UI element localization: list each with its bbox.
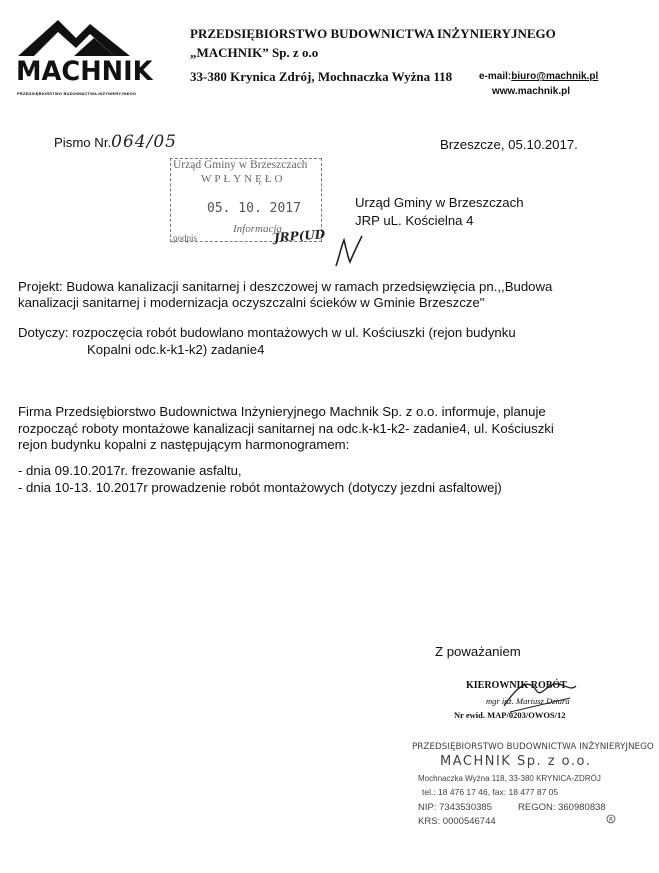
company-address: 33-380 Krynica Zdrój, Mochnaczka Wyżna 118 [190,69,453,84]
letter-number [54,134,177,151]
stamp-status: WPŁYNĘŁO [201,173,286,185]
closing-text: Z poważaniem [435,644,521,659]
project-line2: kanalizacji sanitarnej i modernizacja oczyszczalni ścieków w Gminie Brzeszcze" [18,295,485,310]
recipient-line2: JRP uL. Kościelna 4 [355,213,474,228]
email-link[interactable]: biuro@machnik.pl [511,71,599,82]
company-logo [14,16,164,100]
manager-signature-icon [500,676,580,716]
stamp-sign-label: podpis [173,233,198,243]
manager-stamp [440,680,590,726]
stamp-company-nip: NIP: 7343530385 [418,802,492,813]
letter-number-value: 064/05 [111,132,177,152]
body-line2: rozpocząć roboty montażowe kanalizacji sanitarnej na odc.k-k1-k2- zadanie4, ul. Kościuszki [18,421,554,436]
stamp-company-regon: REGON: 360980838 [518,802,606,813]
body-line3: rejon budynku kopalni z następującym harmonogramem: [18,437,350,452]
company-website[interactable]: www.machnik.pl [492,86,570,97]
manager-name: mgr inż. Mariusz Dziura [486,696,570,706]
email-label: e-mail: [479,71,512,82]
registered-mark-icon [606,814,616,824]
logo-subtext: PRZEDSIĘBIORSTWO BUDOWNICTWA INŻYNIERYJNEGO [17,91,137,96]
concerns-line2: Kopalni odc.k-k1-k2) zadanie4 [87,342,265,357]
company-email [479,71,598,82]
mountains-logo-icon [14,16,164,58]
stamp-company-line3: Mochnaczka Wyżna 118, 33-380 KRYNICA-ZDRÓJ [418,774,601,783]
stamp-company-krs: KRS: 0000546744 [418,816,496,827]
project-line1: Projekt: Budowa kanalizacji sanitarnej i deszczowej w ramach przedsięwzięcia pn.,,Budowa [18,279,553,294]
schedule-item-2: - dnia 10-13. 10.2017r prowadzenie robót montażowych (dotyczy jezdni asfaltowej) [18,480,502,495]
manager-license: Nr ewid. MAP/0203/OWOS/12 [454,710,566,720]
stamp-company-line4: tel.: 18 476 17 46, fax: 18 477 87 05 [422,787,559,797]
company-name-line2: „MACHNIK” Sp. z o.o [190,45,319,60]
stamp-company-line1: PRZEDSIĘBIORSTWO BUDOWNICTWA INŻYNIERYJNEGO [412,742,654,752]
company-stamp [412,742,654,837]
place-and-date: Brzeszcze, 05.10.2017. [440,137,578,152]
recipient-line1: Urząd Gminy w Brzeszczach [355,195,524,210]
handwritten-signature-icon [328,232,368,272]
manager-title: KIEROWNIK ROBÓT [466,680,567,691]
stamp-note: Informacja [233,223,282,235]
logo-wordmark: MACHNIK [16,56,153,87]
stamp-company-line2: MACHNIK Sp. z o.o. [440,754,592,769]
stamp-office: Urząd Gminy w Brzeszczach [173,159,308,171]
company-name-line1: PRZEDSIĘBIORSTWO BUDOWNICTWA INŻYNIERYJNEGO [190,26,556,41]
body-line1: Firma Przedsiębiorstwo Budownictwa Inżynieryjnego Machnik Sp. z o.o. informuje, planuje [18,404,546,419]
stamp-handwritten-note: JRP(UD [273,227,326,245]
letter-number-label: Pismo Nr. [54,135,112,150]
svg-text:R: R [609,816,614,824]
stamp-date: 05. 10. 2017 [207,201,301,216]
schedule-item-1: - dnia 09.10.2017r. frezowanie asfaltu, [18,463,242,478]
concerns-line1: Dotyczy: rozpoczęcia robót budowlano montażowych w ul. Kościuszki (rejon budynku [18,325,516,340]
